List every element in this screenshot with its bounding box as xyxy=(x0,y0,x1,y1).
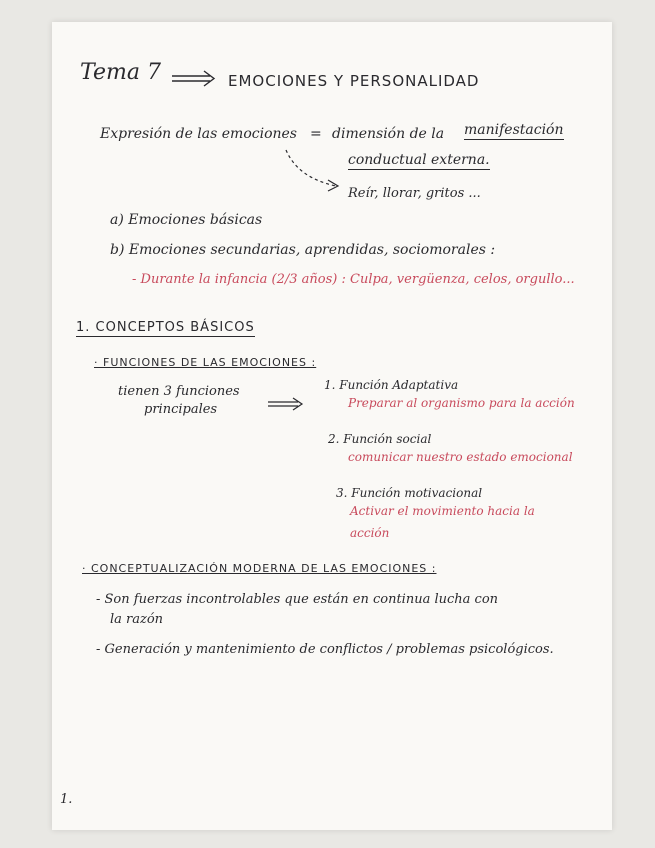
conceptualizacion-heading: · CONCEPTUALIZACIÓN MODERNA DE LAS EMOCIONES : xyxy=(82,562,437,575)
function-2-name: 2. Función social xyxy=(328,432,432,446)
equals-sign: = xyxy=(310,126,322,142)
conductual-text: conductual externa. xyxy=(348,152,490,168)
emociones-basicas: a) Emociones básicas xyxy=(110,212,263,228)
bullet-2-line1: - Generación y mantenimiento de conflictos / problemas psicológicos. xyxy=(96,642,554,657)
page-number: 1. xyxy=(60,792,73,807)
dimension-text: dimensión de la xyxy=(332,126,445,142)
notebook-page xyxy=(52,22,612,830)
section-title: 1. CONCEPTOS BÁSICOS xyxy=(76,320,255,335)
infancia-note: - Durante la infancia (2/3 años) : Culpa, vergüenza, celos, orgullo... xyxy=(132,272,575,287)
function-1-name: 1. Función Adaptativa xyxy=(324,378,459,392)
function-1-desc: Preparar al organismo para la acción xyxy=(348,396,575,410)
tienen-line1: tienen 3 funciones xyxy=(118,384,240,399)
tema-label: Tema 7 xyxy=(80,60,161,85)
tienen-line2: principales xyxy=(144,402,218,417)
function-3-desc-line1: Activar el movimiento hacia la xyxy=(350,504,535,518)
expresion-text: Expresión de las emociones xyxy=(100,126,297,142)
function-3-name: 3. Función motivacional xyxy=(336,486,483,500)
functions-arrow-icon xyxy=(266,398,306,410)
bullet-1-line2: la razón xyxy=(110,612,164,627)
dashed-arrow-icon xyxy=(284,148,344,192)
bullet-1-line1: - Son fuerzas incontrolables que están en continua lucha con xyxy=(96,592,499,607)
header-arrow-icon xyxy=(170,70,216,86)
function-2-desc: comunicar nuestro estado emocional xyxy=(348,450,573,464)
examples-text: Reír, llorar, gritos ... xyxy=(348,186,481,201)
page-title: EMOCIONES Y PERSONALIDAD xyxy=(228,72,480,90)
funciones-heading: · FUNCIONES DE LAS EMOCIONES : xyxy=(94,356,317,369)
manifestacion-text: manifestación xyxy=(464,122,564,138)
function-3-desc-line2: acción xyxy=(350,526,390,540)
emociones-secundarias: b) Emociones secundarias, aprendidas, sociomorales : xyxy=(110,242,496,258)
